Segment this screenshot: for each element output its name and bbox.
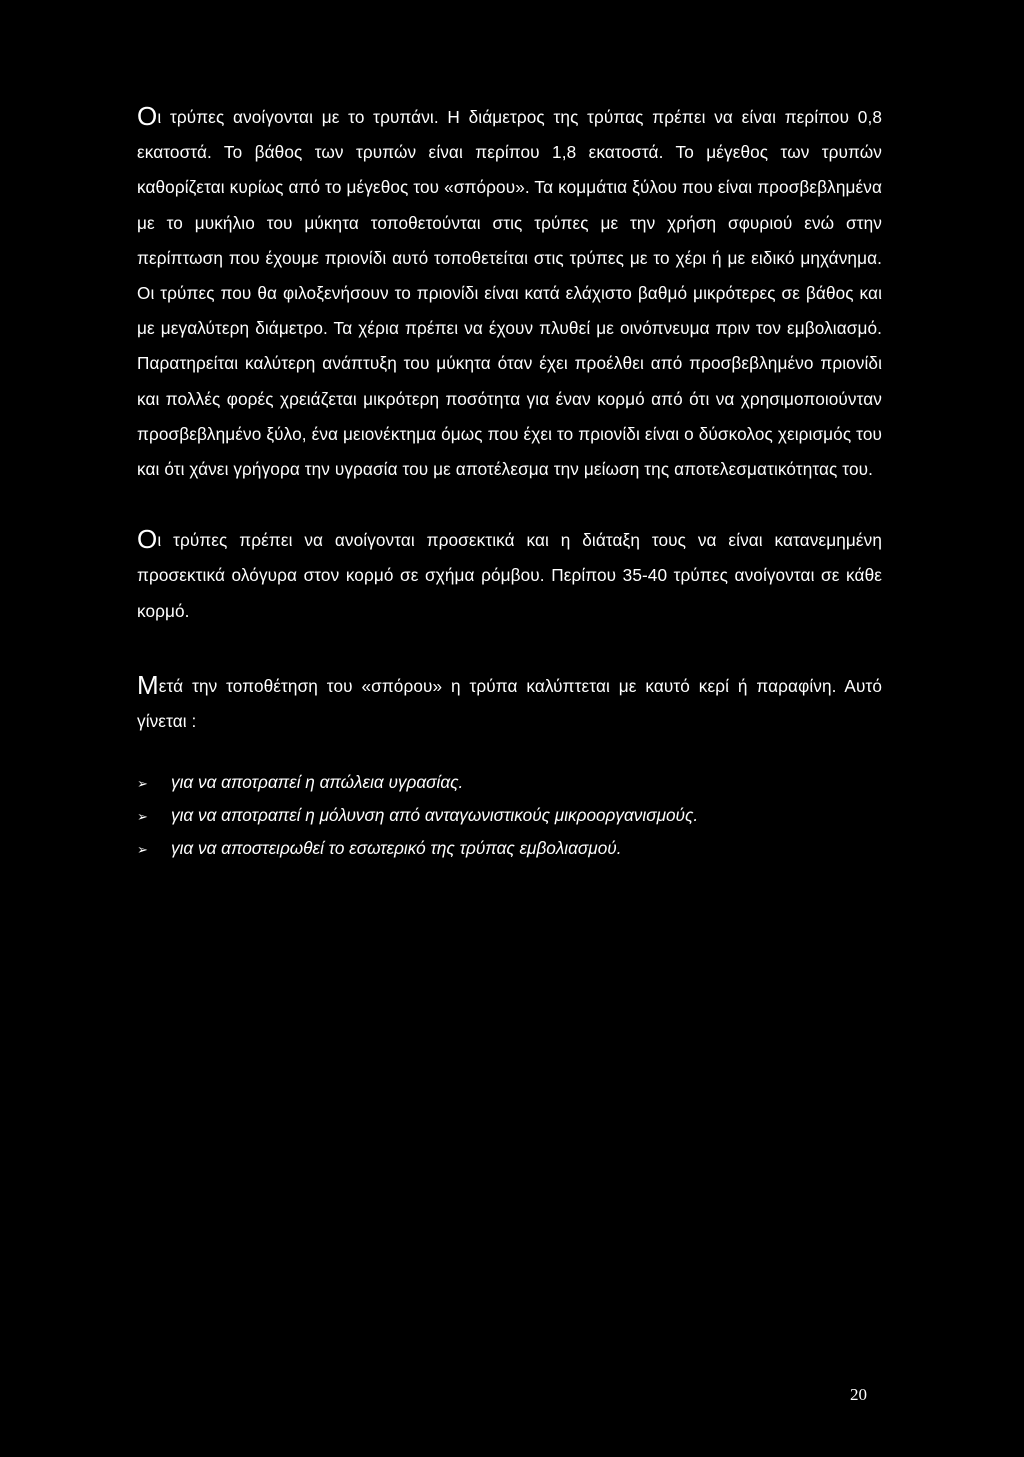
list-item xyxy=(137,833,882,866)
list-item-text: για να αποτραπεί η μόλυνση από ανταγωνιστικούς μικροοργανισμούς. xyxy=(171,805,699,826)
page-number: 20 xyxy=(850,1385,867,1404)
bullet-list xyxy=(137,767,882,866)
paragraph-text: ι τρύπες ανοίγονται με το τρυπάνι. Η διάμετρος της τρύπας πρέπει να είναι περίπου 0,8 εκατοστά. Το βάθος των τρυπών είναι περίπου 1,8 εκατοστά. Το μέγεθος των τρυπών καθορίζεται κυρίως από το μέγεθος του «σπόρου». Τα κομμάτια ξύλου που είναι προσβεβλημένα με το μυκήλιο του μύκητα τοποθετούνται στις τρύπες με την χρήση σφυριού ενώ στην περίπτωση που έχουμε πριονίδι αυτό τοποθετείται στις τρύπες με το χέρι ή με ειδικό μηχάνημα. Οι τρύπες που θα φιλοξενήσουν το πριονίδι είναι κατά ελάχιστο βαθμό μικρότερες σε βάθος και με μεγαλύτερη διάμετρο. Τα χέρια πρέπει να έχουν πλυθεί με οινόπνευμα πριν τον εμβολιασμό. Παρατηρείται καλύτερη ανάπτυξη του μύκητα όταν έχει προέλθει από προσβεβλημένο πριονίδι και πολλές φορές χρειάζεται μικρότερη ποσότητα για έναν κορμό από ότι να χρησιμοποιούνταν προσβεβλημένο ξύλο, ένα μειονέκτημα όμως που έχει το πριονίδι είναι ο δύσκολος χειρισμός του και ότι χάνει γρήγορα την υγρασία του με αποτέλεσμα την μείωση της αποτελεσματικότητας του. xyxy=(137,107,882,480)
list-item-text: για να αποστειρωθεί το εσωτερικό της τρύπας εμβολιασμού. xyxy=(171,838,622,859)
dropcap: Ο xyxy=(137,101,158,131)
paragraph-text: ετά την τοποθέτηση του «σπόρου» η τρύπα καλύπτεται με καυτό κερί ή παραφίνη. Αυτό γίνεται : xyxy=(137,675,882,732)
arrow-bullet-icon: ➢ xyxy=(137,843,148,859)
paragraph-hole-layout xyxy=(137,523,882,629)
list-item xyxy=(137,800,882,833)
paragraph-text: ι τρύπες πρέπει να ανοίγονται προσεκτικά και η διάταξη τους να είναι κατανεμημένη προσεκτικά ολόγυρα στον κορμό σε σχήμα ρόμβου. Περίπου 35-40 τρύπες ανοίγονται σε κάθε κορμό. xyxy=(137,530,882,621)
list-item-text: για να αποτραπεί η απώλεια υγρασίας. xyxy=(171,772,464,793)
paragraph-wax-sealing xyxy=(137,669,882,739)
arrow-bullet-icon: ➢ xyxy=(137,777,148,793)
arrow-bullet-icon: ➢ xyxy=(137,810,148,826)
paragraph-drilling-holes xyxy=(137,100,882,487)
dropcap: Ο xyxy=(137,524,158,555)
dropcap: Μ xyxy=(137,669,159,700)
page-body xyxy=(137,100,882,866)
list-item xyxy=(137,767,882,800)
